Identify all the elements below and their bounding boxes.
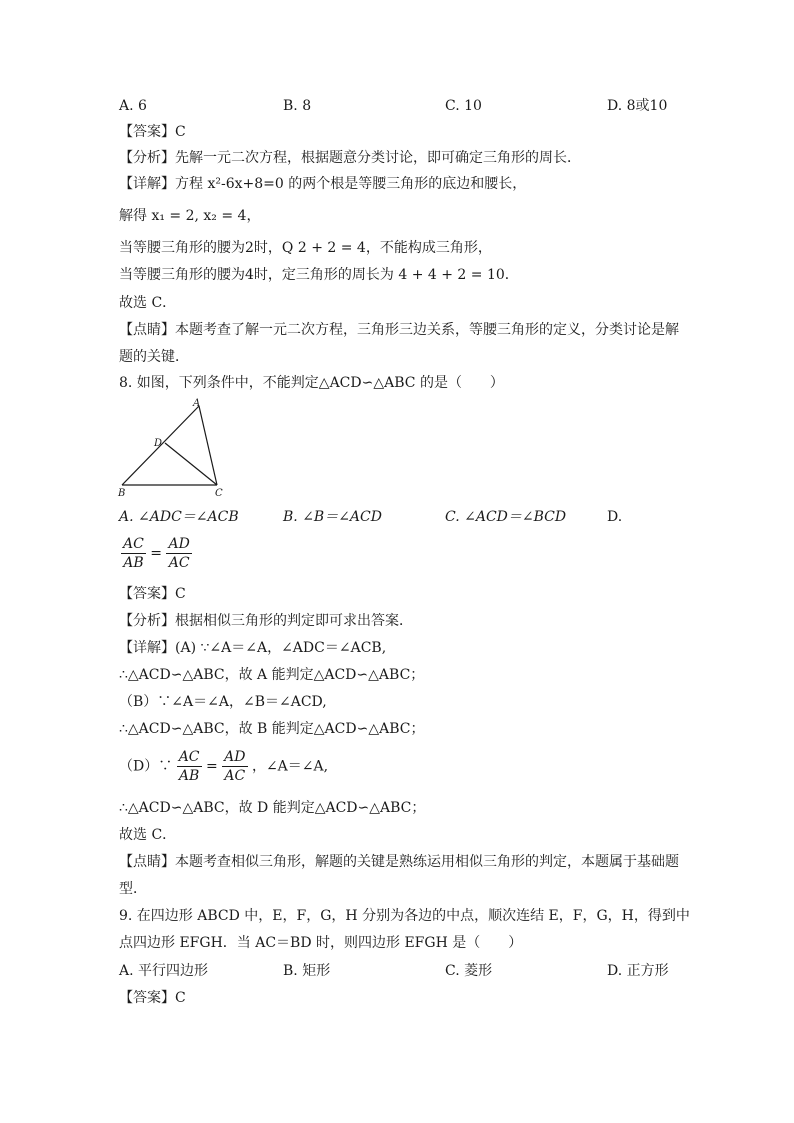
q8-comment-1: 【点睛】本题考查相似三角形，解题的关键是熟练运用相似三角形的判定，本题属于基础题 xyxy=(119,854,679,870)
label-c: C xyxy=(215,488,223,499)
q8-detail-d1 xyxy=(119,748,328,785)
q8-option-a: A. ∠ADC＝∠ACB xyxy=(119,509,239,525)
detail-d-suffix: ，∠A＝∠A, xyxy=(251,758,329,775)
q8-answer: 【答案】C xyxy=(119,586,186,602)
label-d: D xyxy=(154,438,163,449)
q7-choose: 故选 C． xyxy=(119,295,177,311)
numerator: AC xyxy=(178,749,200,765)
equals-sign: = xyxy=(205,758,218,775)
q8-detail-a2: ∴△ACD∽△ABC，故 A 能判定△ACD∽△ABC； xyxy=(119,667,425,683)
q8-stem: 8. 如图，下列条件中，不能判定△ACD∽△ABC 的是（ ） xyxy=(119,375,504,391)
q9-option-c: C. 菱形 xyxy=(445,963,493,979)
q7-comment-1: 【点睛】本题考查了解一元二次方程，三角形三边关系，等腰三角形的定义，分类讨论是解 xyxy=(119,322,679,338)
triangle-figure xyxy=(112,398,232,500)
q8-detail-d2: ∴△ACD∽△ABC，故 D 能判定△ACD∽△ABC； xyxy=(119,800,426,816)
detail-d-prefix: （D）∵ xyxy=(119,758,173,775)
numerator: AD xyxy=(224,749,246,765)
fraction-ac-ab xyxy=(177,748,202,785)
q7-answer: 【答案】C xyxy=(119,124,186,140)
fraction-ac-ab xyxy=(121,535,146,572)
q7-detail-3: 当等腰三角形的腰为2时，Q 2 + 2 = 4，不能构成三角形， xyxy=(119,240,492,256)
fraction-ad-ac xyxy=(222,748,247,785)
q7-detail-4: 当等腰三角形的腰为4时，定三角形的周长为 4 + 4 + 2 = 10． xyxy=(119,267,519,283)
q7-option-d: D. 8或10 xyxy=(607,98,668,114)
equals-sign: = xyxy=(150,545,163,562)
q8-choose: 故选 C． xyxy=(119,827,177,843)
q9-option-b: B. 矩形 xyxy=(283,963,331,979)
denominator: AC xyxy=(224,768,246,784)
q7-detail-2: 解得 x₁ = 2, x₂ = 4， xyxy=(119,208,261,224)
numerator: AC xyxy=(123,536,144,552)
q9-stem-1: 9. 在四边形 ABCD 中，E，F，G，H 分别为各边的中点，顺次连结 E，F，G，H，得到中 xyxy=(119,908,690,924)
q7-option-a: A. 6 xyxy=(119,98,147,114)
q9-option-d: D. 正方形 xyxy=(607,963,669,979)
q7-option-b: B. 8 xyxy=(283,98,312,114)
q9-option-a: A. 平行四边形 xyxy=(119,963,209,979)
q7-comment-2: 题的关键． xyxy=(119,349,189,365)
q8-option-b: B. ∠B＝∠ACD xyxy=(283,509,382,525)
q8-detail-b1: （B）∵∠A＝∠A，∠B＝∠ACD, xyxy=(119,694,327,710)
q8-comment-2: 型． xyxy=(119,881,147,897)
q7-option-c: C. 10 xyxy=(445,98,482,114)
numerator: AD xyxy=(168,536,190,552)
q9-answer: 【答案】C xyxy=(119,990,186,1006)
q7-detail-1: 【详解】方程 x²-6x+8=0 的两个根是等腰三角形的底边和腰长， xyxy=(119,176,527,192)
q8-option-d-fraction xyxy=(121,535,192,572)
q8-detail-b2: ∴△ACD∽△ABC，故 B 能判定△ACD∽△ABC； xyxy=(119,721,425,737)
label-b: B xyxy=(118,488,126,499)
q8-analysis: 【分析】根据相似三角形的判定即可求出答案． xyxy=(119,613,413,629)
denominator: AB xyxy=(123,555,144,571)
denominator: AB xyxy=(178,768,200,784)
q8-option-d: D. xyxy=(607,509,623,525)
q8-option-c: C. ∠ACD＝∠BCD xyxy=(445,509,567,525)
label-a: A xyxy=(193,398,201,409)
q9-stem-2: 点四边形 EFGH．当 AC＝BD 时，则四边形 EFGH 是（ ） xyxy=(119,935,523,951)
q8-detail-a1: 【详解】(A) ∵∠A＝∠A，∠ADC＝∠ACB, xyxy=(119,640,387,656)
denominator: AC xyxy=(168,555,190,571)
fraction-ad-ac xyxy=(166,535,191,572)
q7-analysis: 【分析】先解一元二次方程，根据题意分类讨论，即可确定三角形的周长． xyxy=(119,150,581,166)
